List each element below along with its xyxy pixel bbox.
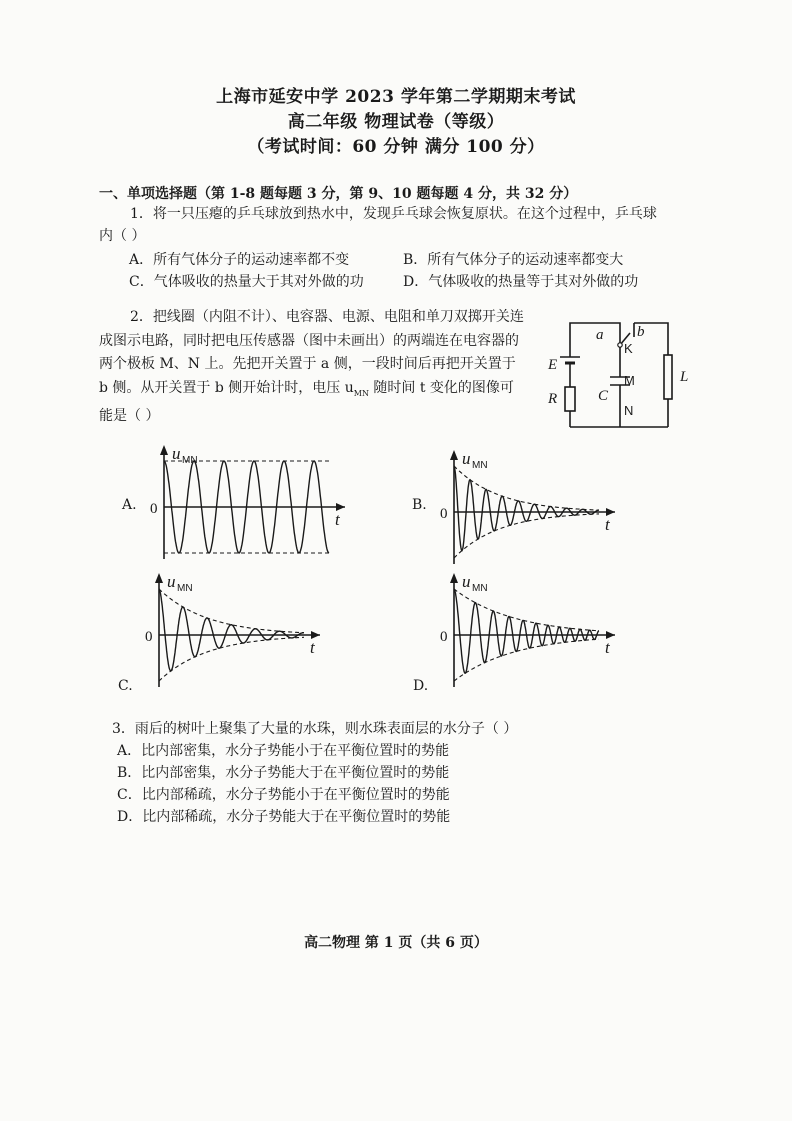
q2-stem: [99, 306, 527, 428]
graph-a-label: A.: [122, 497, 137, 513]
q3-option-a: A．比内部密集，水分子势能小于在平衡位置时的势能: [117, 743, 450, 759]
resistor: [565, 387, 575, 411]
x-axis-label: t: [605, 515, 610, 534]
circuit-label-r: R: [548, 391, 558, 407]
circuit-label-l: L: [680, 369, 689, 385]
upper-envelope: [454, 466, 599, 510]
y-axis-label-sub: MN: [472, 460, 488, 471]
q1-option-d: D．气体吸收的热量等于其对外做的功: [403, 274, 639, 290]
y-axis-label-sub: MN: [177, 583, 193, 594]
circuit-label-c: C: [598, 388, 609, 404]
x-axis-label: t: [310, 638, 315, 657]
q3-option-b: B．比内部密集，水分子势能大于在平衡位置时的势能: [117, 765, 450, 781]
q2-stem-sub: MN: [353, 388, 369, 398]
inductor: [664, 355, 672, 399]
y-axis-label: u: [167, 572, 176, 591]
x-axis-label: t: [335, 510, 340, 529]
page-footer: 高二物理 第 1 页（共 6 页）: [304, 935, 488, 951]
origin-label: 0: [150, 501, 158, 517]
q2-stem-text: 2．把线圈（内阻不计）、电容器、电源、电阻和单刀双掷开关连成图示电路，同时把电压传感器（图中未画出）的两端连在电容器的两个极板 M、N 上。先把开关置于 a 侧，一段时间后再把开关置于 b 侧。从开关置于 b 侧开始计时，电压 u: [99, 309, 524, 396]
oscillation-curve: [454, 466, 599, 551]
oscillation-curve: [454, 589, 599, 673]
upper-envelope: [454, 589, 599, 631]
q1-option-a: A．所有气体分子的运动速率都不变: [129, 252, 350, 268]
x-axis-label: t: [605, 638, 610, 657]
q1-stem-line2: 内（ ）: [99, 228, 146, 244]
y-axis-label: u: [462, 572, 471, 591]
q1-option-b: B．所有气体分子的运动速率都变大: [403, 252, 624, 268]
y-axis-arrow: [160, 445, 168, 455]
graph-c-label: C.: [118, 678, 133, 694]
origin-label: 0: [145, 629, 153, 645]
oscillation-curve: [159, 589, 304, 671]
section-heading: 一、单项选择题（第 1-8 题每题 3 分，第 9、10 题每题 4 分，共 32 分）: [99, 186, 578, 202]
graph-b: [410, 450, 640, 570]
q1-option-c: C．气体吸收的热量大于其对外做的功: [129, 274, 364, 290]
origin-label: 0: [440, 629, 448, 645]
y-axis-arrow: [450, 450, 458, 460]
lower-envelope: [454, 639, 599, 681]
q1-stem-line1: 1．将一只压瘪的乒乓球放到热水中，发现乒乓球会恢复原状。在这个过程中，乒乓球: [130, 206, 657, 222]
exam-title: 上海市延安中学 2023 学年第二学期期末考试: [216, 87, 576, 107]
lower-envelope: [159, 637, 304, 681]
graph-d-label: D.: [413, 678, 429, 694]
circuit-label-k: K: [624, 341, 633, 356]
graph-c: [115, 573, 355, 693]
y-axis-label: u: [462, 449, 471, 468]
graph-a: [120, 445, 350, 565]
q3-stem: 3．雨后的树叶上聚集了大量的水珠，则水珠表面层的水分子（ ）: [112, 721, 518, 737]
exam-subtitle: 高二年级 物理试卷（等级）: [287, 112, 505, 132]
q3-option-c: C．比内部稀疏，水分子势能小于在平衡位置时的势能: [117, 787, 450, 803]
switch-pivot: [618, 343, 622, 347]
circuit-label-n: N: [624, 403, 634, 418]
q2-stem-tail: 随时间 t 变化的图像可能是（ ）: [99, 379, 514, 424]
origin-label: 0: [440, 506, 448, 522]
circuit-label-b: b: [637, 324, 645, 340]
y-axis-arrow: [155, 573, 163, 583]
q3-option-d: D．比内部稀疏，水分子势能大于在平衡位置时的势能: [117, 809, 451, 825]
y-axis-label: u: [172, 444, 181, 463]
circuit-label-a: a: [596, 327, 604, 343]
circuit-label-e: E: [548, 357, 558, 373]
y-axis-arrow: [450, 573, 458, 583]
y-axis-label-sub: MN: [182, 455, 198, 466]
graph-d: [410, 573, 640, 693]
y-axis-label-sub: MN: [472, 583, 488, 594]
circuit-label-m: M: [624, 373, 635, 388]
graph-b-label: B.: [412, 497, 427, 513]
wire-left-top: [570, 323, 620, 345]
circuit-diagram: [540, 315, 700, 435]
exam-info: （考试时间：60 分钟 满分 100 分）: [247, 137, 545, 157]
